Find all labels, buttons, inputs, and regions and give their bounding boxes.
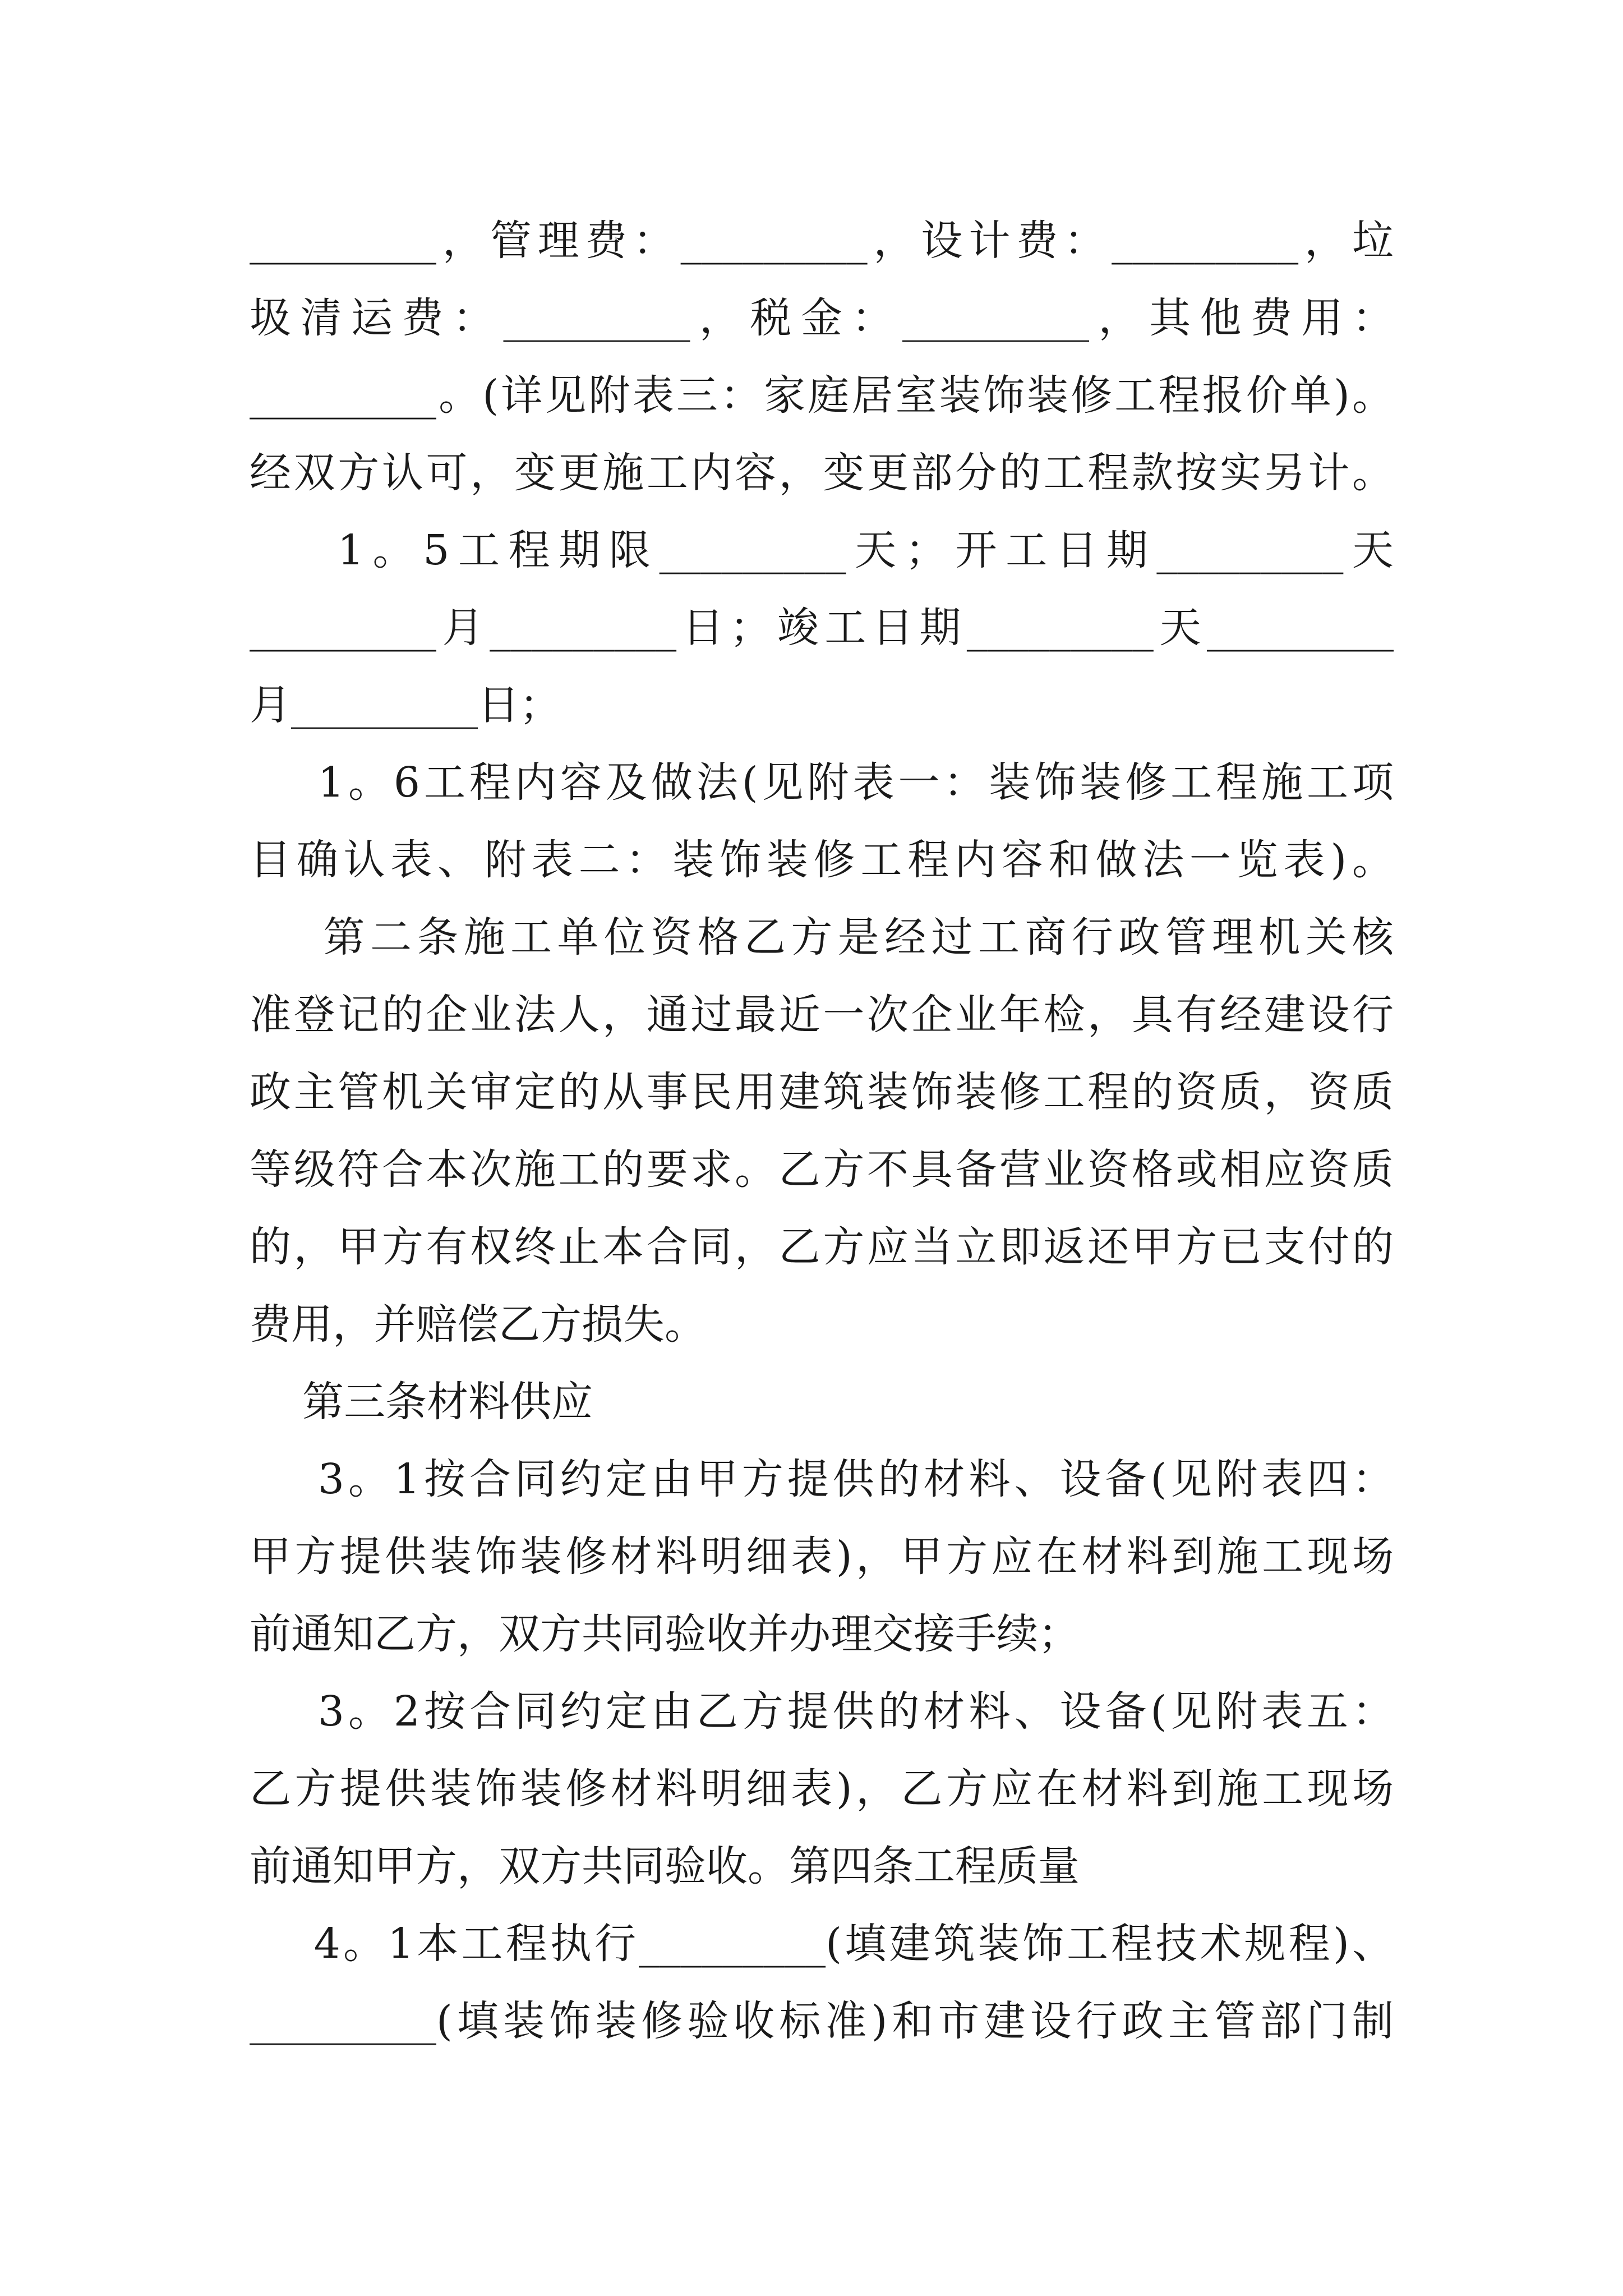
text-line: 甲方提供装饰装修材料明细表)，甲方应在材料到施工现场 bbox=[250, 1533, 1394, 1581]
text-line: 经双方认可，变更施工内容，变更部分的工程款按实另计。 bbox=[250, 449, 1394, 497]
contract-body bbox=[250, 202, 1394, 2060]
text-line: _________(填装饰装修验收标准)和市建设行政主管部门制 bbox=[250, 1997, 1394, 2045]
text-line: 月_________日； bbox=[250, 681, 561, 729]
text-line: 准登记的企业法人，通过最近一次企业年检，具有经建设行 bbox=[250, 991, 1394, 1039]
text-line: 前通知乙方，双方共同验收并办理交接手续； bbox=[250, 1610, 1080, 1658]
section-heading: 第三条材料供应 bbox=[250, 1378, 593, 1426]
text-line: _________。(详见附表三：家庭居室装饰装修工程报价单)。 bbox=[250, 371, 1394, 420]
text-line: 乙方提供装饰装修材料明细表)，乙方应在材料到施工现场 bbox=[250, 1765, 1394, 1813]
text-line: 等级符合本次施工的要求。乙方不具备营业资格或相应资质 bbox=[250, 1145, 1394, 1194]
text-line: 1。6工程内容及做法(见附表一：装饰装修工程施工项 bbox=[250, 758, 1394, 807]
text-line: 3。1按合同约定由甲方提供的材料、设备(见附表四： bbox=[250, 1455, 1394, 1503]
text-line: 3。2按合同约定由乙方提供的材料、设备(见附表五： bbox=[250, 1687, 1394, 1736]
text-line: 第二条施工单位资格乙方是经过工商行政管理机关核 bbox=[250, 913, 1394, 961]
text-line: 4。1本工程执行_________(填建筑装饰工程技术规程)、 bbox=[250, 1920, 1394, 1968]
text-line: _________月_________日；竣工日期_________天_________ bbox=[250, 604, 1394, 652]
text-line: 政主管机关审定的从事民用建筑装饰装修工程的资质，资质 bbox=[250, 1068, 1394, 1116]
text-line: 的，甲方有权终止本合同，乙方应当立即返还甲方已支付的 bbox=[250, 1223, 1394, 1271]
text-line: 目确认表、附表二：装饰装修工程内容和做法一览表)。 bbox=[250, 836, 1394, 884]
text-line: 费用，并赔偿乙方损失。 bbox=[250, 1300, 706, 1349]
text-line: 前通知甲方，双方共同验收。第四条工程质量 bbox=[250, 1842, 1080, 1890]
text-line: _________，管理费：_________，设计费：_________，垃 bbox=[250, 217, 1394, 265]
text-line: 圾清运费：_________，税金：_________，其他费用： bbox=[250, 294, 1394, 342]
text-line: 1。5工程期限_________天；开工日期_________天 bbox=[250, 526, 1394, 574]
